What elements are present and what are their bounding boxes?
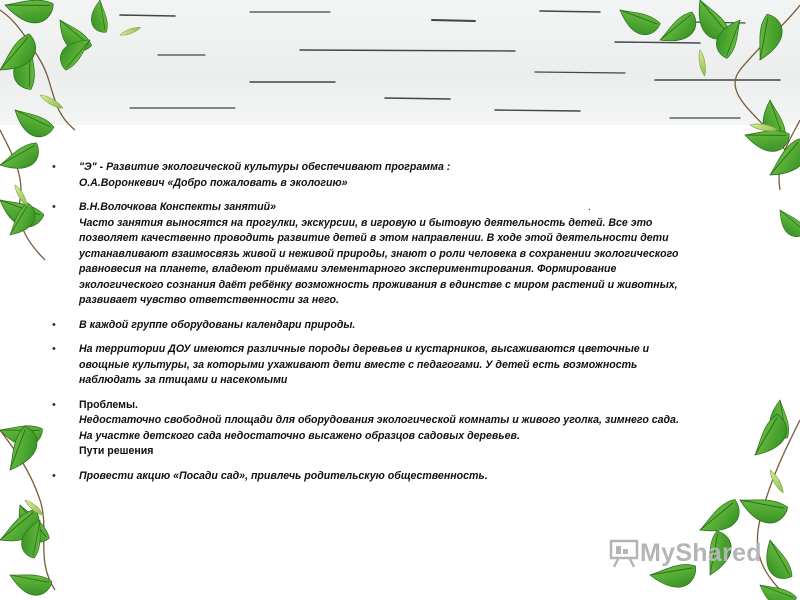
- bullet-text: В.Н.Волочкова Конспекты занятий» Часто занятия выносятся на прогулки, экскурсии, в игровую и бытовую деятельность детей. Все это позволяет качественно проводить развитие детей в этом направлении. В ходе этой деятельности дети устанавливают взаимосвязь живой и неживой природы, знают о роли человека в сохранении экологического равновесия на планете, владеют приёмами элементарного экспериментирования. Формирование экологического сознания даёт ребёнку возможность проживания в единстве с миром растений и животных, развивает чувство ответственности за него.: [79, 201, 679, 306]
- bullet-marker: •: [52, 343, 56, 355]
- bullet-text: Проблемы. Недостаточно свободной площади для оборудования экологической комнаты и живого уголка, зимнего сада. На участке детского сада недостаточно высажено образцов садовых деревьев. Пути решения: [79, 398, 752, 460]
- bullet-marker: •: [52, 201, 56, 213]
- bullet-text: "Э" - Развитие экологической культуры обеспечивают программа : О.А.Воронкевич «Добро пожаловать в экологию»: [79, 161, 451, 189]
- problems-heading: Проблемы.: [79, 398, 139, 411]
- bullet-marker: •: [52, 161, 56, 173]
- bullet-item-action: [52, 469, 752, 485]
- slide-content: [52, 160, 752, 493]
- watermark: [608, 538, 762, 568]
- bullet-marker: •: [52, 469, 56, 482]
- presentation-board-icon: [608, 538, 640, 568]
- bullet-marker: •: [52, 318, 56, 331]
- bullet-text: На территории ДОУ имеются различные породы деревьев и кустарников, высаживаются цветочные и овощные культуры, за которыми ухаживают дети вместе с педагогами. У детей есть возможность наблюдать за птицами и насекомыми: [79, 343, 650, 386]
- bullet-text: В каждой группе оборудованы календари природы.: [79, 318, 356, 331]
- bullet-item-calendars: [52, 318, 752, 334]
- bullet-marker: •: [52, 398, 56, 411]
- solutions-heading: Пути решения: [79, 445, 154, 457]
- bullet-item-program: [52, 160, 752, 191]
- bullet-text: Провести акцию «Посади сад», привлечь родительскую общественность.: [79, 469, 488, 482]
- bullet-item-problems: [52, 398, 752, 460]
- bullet-item-territory: [52, 342, 752, 389]
- bullet-item-volochkova: [52, 200, 752, 309]
- watermark-text: MyShared: [640, 538, 762, 567]
- stray-dot: .: [588, 202, 591, 213]
